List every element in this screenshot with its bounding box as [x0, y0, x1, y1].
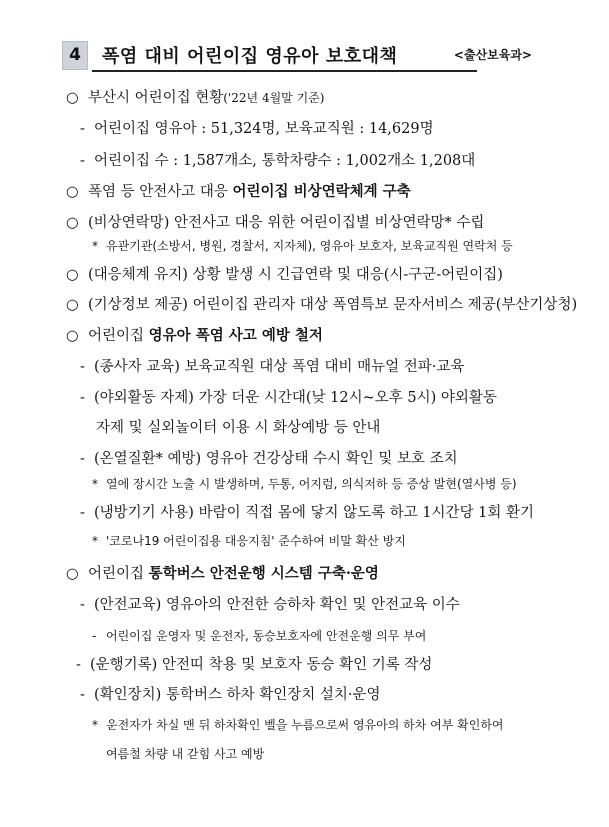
section-number-badge: 4 [62, 41, 88, 70]
circle-bullet-icon: ○ [66, 90, 79, 106]
dash-bullet: - [80, 359, 85, 375]
line-facility-count [80, 151, 475, 171]
line-text: (냉방기기 사용) 바람이 직접 몸에 닿지 않도록 하고 1시간당 1회 환기 [94, 505, 535, 521]
line-staff-training [80, 357, 464, 377]
line-contact-network [66, 213, 484, 233]
line-text: 여름철 차량 내 갇힘 사고 예방 [106, 747, 265, 761]
line-text: (온열질환* 예방) 영유아 건강상태 수시 확인 및 보호 조치 [94, 451, 458, 467]
circle-bullet-icon: ○ [66, 566, 79, 582]
line-text: 어린이집 [88, 328, 149, 344]
line-check-device [80, 685, 380, 705]
line-text: (야외활동 자제) 가장 더운 시간대(낮 12시~오후 5시) 야외활동 [94, 390, 497, 406]
note-heat-illness [92, 474, 517, 494]
section-header [62, 38, 532, 72]
note-safety-duty [92, 626, 426, 646]
line-outdoor-restriction-cont [96, 418, 380, 438]
circle-bullet-icon: ○ [66, 267, 79, 283]
section-title: 폭염 대비 어린이집 영유아 보호대책 [102, 46, 398, 67]
line-safety-education [80, 595, 460, 615]
line-bus-safety [66, 564, 379, 584]
line-response-system [66, 265, 503, 285]
line-overview [66, 88, 324, 108]
line-suffix: ('22년 4월말 기준) [223, 91, 325, 105]
asterisk-mark: * [92, 534, 98, 548]
line-text: '코로나19 어린이집용 대응지침' 준수하여 비말 확산 방지 [106, 534, 406, 548]
line-text: (확인장치) 통학버스 하차 확인장치 설치·운영 [94, 687, 381, 703]
circle-bullet-icon: ○ [66, 184, 79, 200]
dash-bullet: - [80, 687, 85, 703]
line-text: 어린이집 [88, 566, 149, 582]
circle-bullet-icon: ○ [66, 297, 79, 313]
line-outdoor-restriction [80, 388, 497, 408]
note-check-bell-cont [106, 744, 264, 764]
note-check-bell [92, 715, 504, 735]
line-text: 폭염 등 안전사고 대응 [88, 184, 233, 200]
header-underline [92, 70, 477, 72]
dash-bullet: - [80, 153, 85, 169]
line-text: (기상정보 제공) 어린이집 관리자 대상 폭염특보 문자서비스 제공(부산기상청) [88, 297, 578, 313]
line-text: 어린이집 운영자 및 운전자, 동승보호자에 안전운행 의무 부여 [106, 629, 427, 643]
dash-bullet: - [80, 390, 85, 406]
dash-bullet: - [80, 121, 85, 137]
asterisk-mark: * [92, 477, 98, 491]
dash-bullet: - [80, 505, 85, 521]
line-text: (비상연락망) 안전사고 대응 위한 어린이집별 비상연락망* 수립 [88, 215, 485, 231]
line-text: 어린이집 수 : 1,587개소, 통학차량수 : 1,002개소 1,208대 [94, 153, 476, 169]
dash-bullet: - [80, 597, 85, 613]
line-bold-text: 어린이집 비상연락체계 구축 [232, 183, 411, 200]
line-emergency-system [66, 182, 411, 202]
line-children-count [80, 119, 434, 139]
line-text: 운전자가 차실 맨 뒤 하차확인 벨을 누름으로써 영유아의 하차 여부 확인하여 [106, 718, 504, 732]
note-covid-guideline [92, 531, 406, 551]
dash-bullet: - [80, 451, 85, 467]
line-text: (대응체계 유지) 상황 발생 시 긴급연락 및 대응(시-구군-어린이집) [88, 267, 503, 283]
circle-bullet-icon: ○ [66, 328, 79, 344]
line-text: (안전교육) 영유아의 안전한 승하차 확인 및 안전교육 이수 [94, 597, 460, 613]
line-driving-record [76, 655, 432, 675]
line-text: (종사자 교육) 보육교직원 대상 폭염 대비 매뉴얼 전파·교육 [94, 359, 465, 375]
line-text: 부산시 어린이집 현황 [88, 90, 224, 106]
circle-bullet-icon: ○ [66, 215, 79, 231]
line-text: 자제 및 실외놀이터 이용 시 화상예방 등 안내 [96, 420, 381, 436]
line-weather-info [66, 295, 577, 315]
line-bold-text: 영유아 폭염 사고 예방 철저 [148, 327, 323, 344]
line-air-conditioning [80, 503, 534, 523]
department-label: <출산보육과> [453, 48, 532, 62]
dash-bullet: - [76, 657, 81, 673]
line-text: 유관기관(소방서, 병원, 경찰서, 지자체), 영유아 보호자, 보육교직원 연락처 등 [106, 239, 513, 253]
asterisk-mark: * [92, 239, 98, 253]
line-bold-text: 통학버스 안전운행 시스템 구축·운영 [148, 565, 379, 582]
note-contacts [92, 236, 513, 256]
line-text: (운행기록) 안전띠 착용 및 보호자 동승 확인 기록 작성 [90, 657, 433, 673]
line-text: 열에 장시간 노출 시 발생하며, 두통, 어지럼, 의식저하 등 증상 발현(열사병 등) [106, 477, 517, 491]
line-heat-illness [80, 449, 458, 469]
line-heat-prevention [66, 326, 323, 346]
dash-bullet: - [92, 629, 97, 643]
asterisk-mark: * [92, 718, 98, 732]
line-text: 어린이집 영유아 : 51,324명, 보육교직원 : 14,629명 [94, 121, 434, 137]
